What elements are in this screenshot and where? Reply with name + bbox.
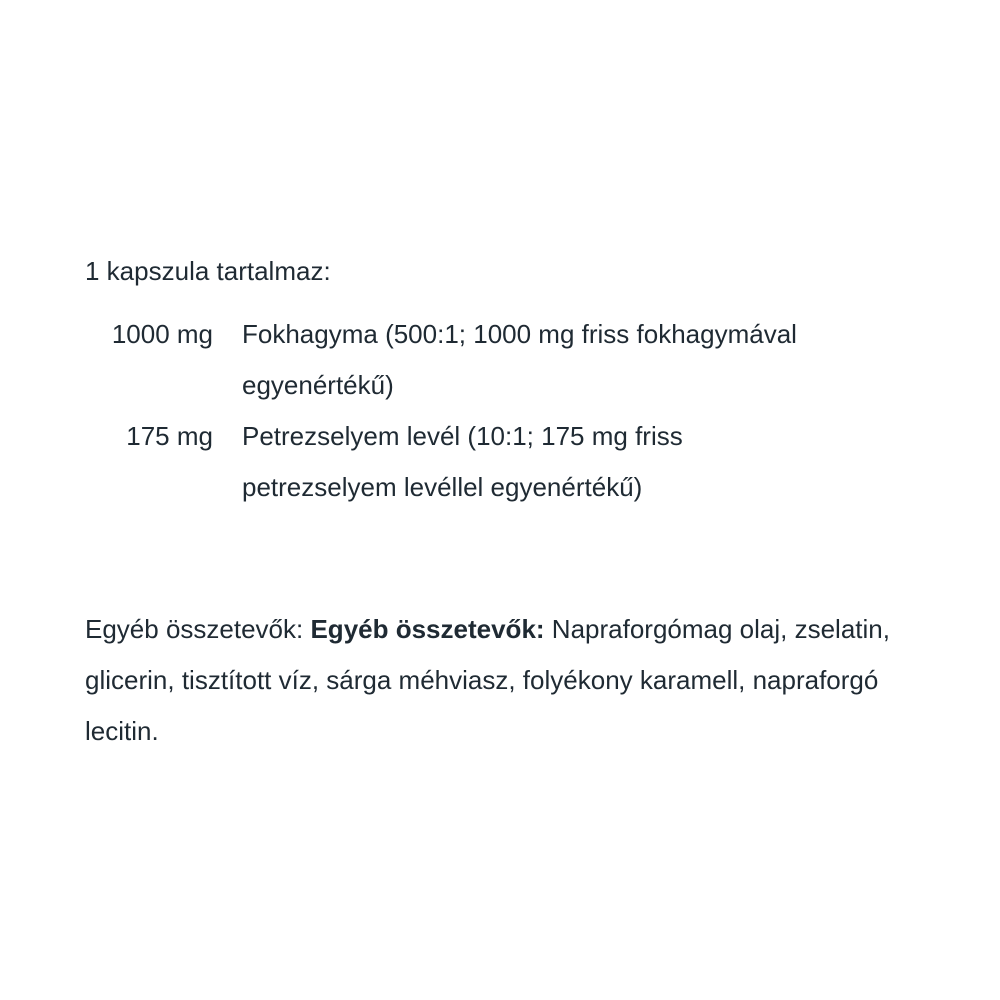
ingredient-row [85,309,945,411]
other-ingredients-text: Napraforgómag olaj, zselatin, glicerin, tisztított víz, sárga méhviasz, folyékony karamell, napraforgó lecitin. [85,614,890,746]
ingredient-row [85,411,945,513]
other-ingredients [85,604,935,757]
ingredient-list [85,309,945,513]
supplement-facts [85,247,945,783]
capsule-contents-heading: 1 kapszula tartalmaz: [85,256,331,286]
ingredient-description: Petrezselyem levél (10:1; 175 mg friss petrezselyem levéllel egyenértékű) [242,421,683,502]
other-ingredients-label: Egyéb összetevők: [85,614,304,644]
ingredient-description: Fokhagyma (500:1; 1000 mg friss fokhagymával egyenértékű) [242,319,797,400]
ingredient-amount: 175 mg [126,421,213,451]
ingredient-amount: 1000 mg [111,319,213,349]
other-ingredients-bold-label: Egyéb összetevők: [310,614,545,644]
